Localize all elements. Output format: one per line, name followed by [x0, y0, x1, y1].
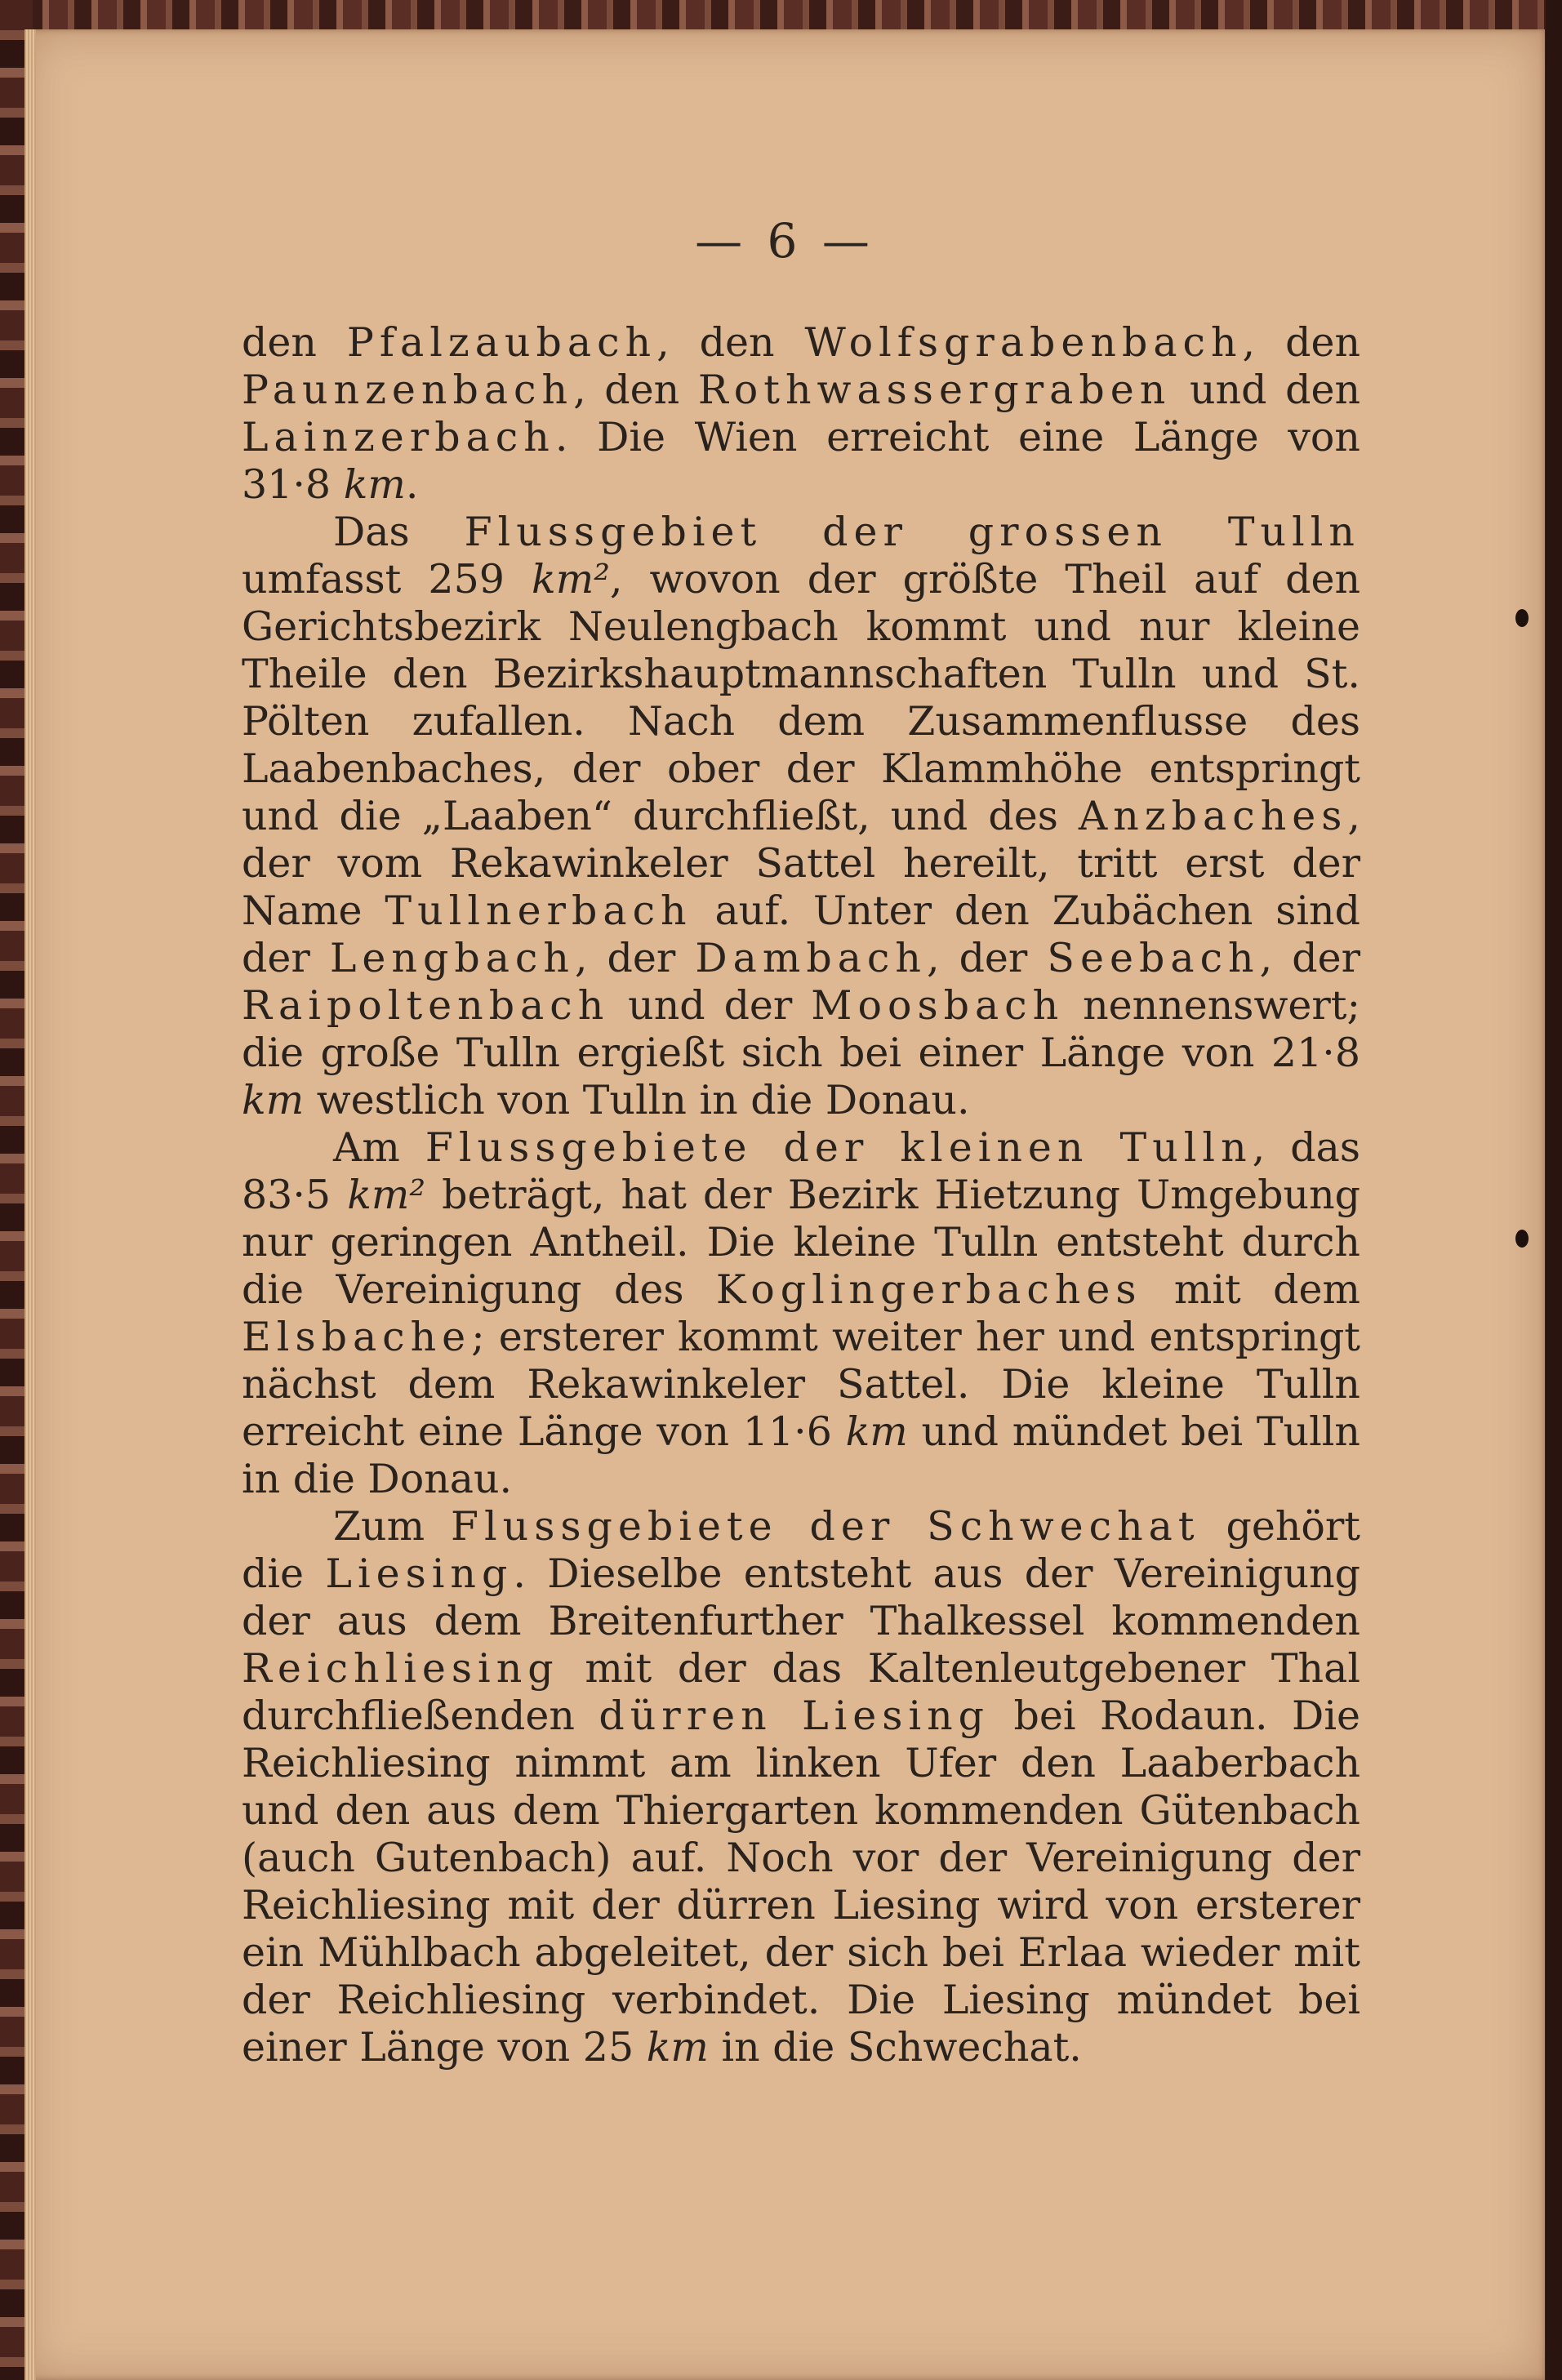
- spaced-term: Koglingerbaches: [715, 1266, 1142, 1313]
- text-run: auf. Unter den Zubächen sind der: [242, 887, 1360, 981]
- text-run: .: [405, 461, 419, 508]
- spaced-term: Flussgebiete der kleinen Tulln: [425, 1124, 1253, 1171]
- text-run: . Die Wien erreicht eine Länge von 31·8: [242, 414, 1360, 508]
- paragraph-1: [242, 319, 1360, 509]
- book-page: [24, 29, 1545, 2380]
- text-run: und mündet bei Tulln in die Donau.: [242, 1408, 1360, 1502]
- text-run: umfasst 259: [242, 556, 532, 603]
- spaced-term: Dambach: [695, 935, 927, 981]
- text-run: den: [242, 319, 347, 366]
- book-binding-right: [1546, 0, 1562, 2380]
- text-run: bei Rodaun. Die Reichliesing nimmt am linken Ufer den Laaberbach und den aus dem Thiergarten kommenden Gütenbach (auch Gutenbach) auf. Noch vor der Vereinigung der Reichliesing mit der dürren Liesing wird von ersterer ein Mühlbach abgeleitet, der sich bei Erlaa wieder mit der Reichliesing verbindet. Die Liesing mündet bei einer Länge von 25: [242, 1693, 1360, 2071]
- unit-text: km²: [532, 556, 610, 603]
- text-run: und den: [1171, 367, 1361, 413]
- text-run: beträgt, hat der Bezirk Hietzung Umgebung nur geringen Antheil. Die kleine Tulln entsteht durch die Vereinigung des: [242, 1172, 1360, 1313]
- text-run: gehört die: [242, 1503, 1360, 1597]
- text-run: . Dieselbe entsteht aus der Vereinigung der aus dem Breitenfurther Thalkessel kommenden: [242, 1550, 1360, 1644]
- page-edges: [24, 29, 36, 2380]
- text-run: Am: [333, 1124, 425, 1171]
- paragraph-2: [242, 509, 1360, 1124]
- spaced-term: Flussgebiete der Schwechat: [450, 1503, 1200, 1550]
- text-run: , wovon der größte Theil auf den Gerichtsbezirk Neulengbach kommt und nur kleine Theile den Bezirkshauptmannschaften Tulln und St. Pölten zufallen. Nach dem Zusammenflusse des Laabenbaches, der ober der Klammhöhe entspringt und die „Laaben“ durchfließt, und des: [242, 556, 1361, 839]
- spaced-term: Reichliesing: [242, 1645, 559, 1692]
- spaced-term: Paunzenbach: [242, 367, 574, 413]
- spaced-term: Tullnerbach: [385, 887, 692, 934]
- text-run: , der vom Rekawinkeler Sattel hereilt, tritt erst der Name: [242, 793, 1360, 934]
- spaced-term: Elsbache: [242, 1314, 472, 1360]
- text-run: nennenswert; die große Tulln ergießt sich bei einer Länge von 21·8: [242, 982, 1361, 1076]
- text-run: Das: [333, 509, 465, 555]
- text-run: , den: [656, 319, 805, 366]
- text-run: , der: [926, 935, 1048, 981]
- unit-text: km²: [347, 1172, 425, 1218]
- text-run: , der: [1259, 935, 1360, 981]
- unit-text: km: [845, 1408, 908, 1455]
- text-run: in die Schwechat.: [708, 2024, 1082, 2071]
- spaced-term: Moosbach: [811, 982, 1065, 1029]
- spaced-term: dürren Liesing: [599, 1693, 990, 1739]
- text-run: , der: [574, 935, 696, 981]
- spaced-term: Raipoltenbach: [242, 982, 610, 1029]
- text-run: mit der das Kaltenleutgebener Thal durchfließenden: [242, 1645, 1360, 1739]
- paragraph-3: [242, 1124, 1360, 1503]
- spaced-term: Anzbaches: [1078, 793, 1348, 839]
- page-number: — 6 —: [695, 213, 874, 269]
- text-run: , das 83·5: [242, 1124, 1360, 1218]
- text-run: Zum: [333, 1503, 451, 1550]
- text-run: westlich von Tulln in die Donau.: [304, 1077, 970, 1123]
- text-run: und der: [609, 982, 812, 1029]
- spaced-term: Wolfsgrabenbach: [804, 319, 1243, 366]
- spaced-term: Lengbach: [329, 935, 575, 981]
- text-run: , den: [573, 367, 698, 413]
- text-run: , den: [1242, 319, 1361, 366]
- spaced-term: Lainzerbach: [242, 414, 555, 460]
- page-mark: [1515, 1230, 1529, 1248]
- spaced-term: Seebach: [1047, 935, 1260, 981]
- spaced-term: Rothwassergraben: [697, 367, 1172, 413]
- spaced-term: Flussgebiet der grossen Tulln: [464, 509, 1360, 555]
- text-run: mit dem: [1141, 1266, 1360, 1313]
- spaced-term: Pfalzaubach: [346, 319, 657, 366]
- unit-text: km: [646, 2024, 709, 2071]
- page-mark: [1515, 609, 1529, 627]
- spaced-term: Liesing: [325, 1550, 514, 1597]
- paragraph-4: [242, 1503, 1360, 2071]
- unit-text: km: [242, 1077, 305, 1123]
- body-text: [242, 319, 1360, 2071]
- unit-text: km: [343, 461, 406, 508]
- text-run: ; ersterer kommt weiter her und entspringt nächst dem Rekawinkeler Sattel. Die kleine Tulln erreicht eine Länge von 11·6: [242, 1314, 1360, 1455]
